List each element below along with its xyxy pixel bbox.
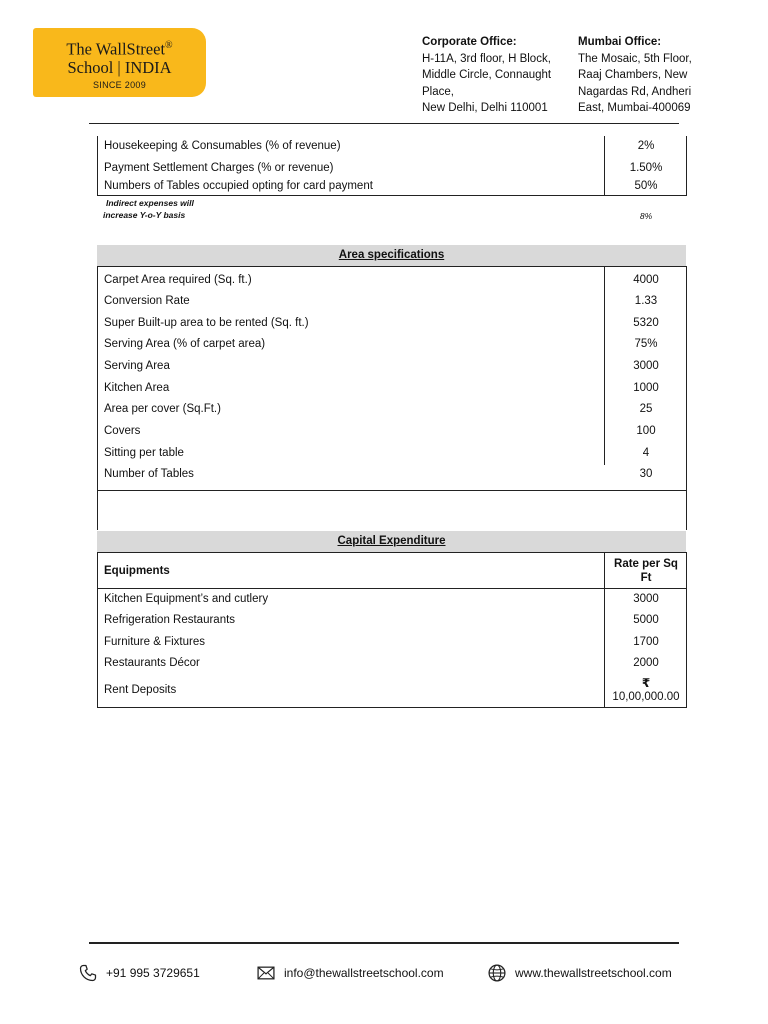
row-label: Restaurants Décor: [104, 657, 200, 669]
row-value: 75%: [634, 338, 658, 350]
row-value: 10,00,000.00: [612, 691, 680, 703]
rupee-symbol: ₹: [641, 676, 651, 690]
row-value: 1000: [633, 382, 659, 394]
row-value: 5000: [633, 614, 659, 626]
area-section-heading: Area specifications: [97, 245, 686, 266]
row-label: Covers: [104, 425, 141, 437]
note-value: 8%: [639, 211, 653, 221]
row-value: 4000: [633, 274, 659, 286]
row-label: Kitchen Area: [104, 382, 170, 394]
row-value: 1.33: [634, 295, 658, 307]
table-border: [97, 266, 687, 267]
row-label: Housekeeping & Consumables (% of revenue): [104, 140, 341, 152]
logo-tagline: SINCE 2009: [92, 80, 147, 90]
row-label: Numbers of Tables occupied opting for card payment: [104, 180, 373, 192]
corporate-address-line: New Delhi, Delhi 110001: [422, 102, 548, 114]
row-label: Carpet Area required (Sq. ft.): [104, 274, 252, 286]
header-divider: [89, 123, 679, 124]
table-border: [97, 552, 687, 553]
envelope-icon: [256, 963, 276, 983]
row-value: 3000: [633, 593, 659, 605]
footer-email-link[interactable]: info@thewallstreetschool.com: [284, 966, 444, 980]
row-label: Area per cover (Sq.Ft.): [104, 403, 221, 415]
logo: [33, 28, 206, 97]
row-label: Payment Settlement Charges (% or revenue): [104, 162, 334, 174]
mumbai-address-line: East, Mumbai-400069: [578, 102, 691, 114]
row-label: Furniture & Fixtures: [104, 636, 205, 648]
row-value: 2%: [637, 140, 655, 152]
phone-icon: [78, 963, 98, 983]
column-header: Equipments: [104, 565, 170, 577]
note-line: increase Y-o-Y basis: [103, 210, 186, 220]
row-value: 2000: [633, 657, 659, 669]
globe-icon: [487, 963, 507, 983]
footer-website-link[interactable]: www.thewallstreetschool.com: [515, 966, 672, 980]
corporate-address-line: H-11A, 3rd floor, H Block,: [422, 52, 551, 65]
table-border: [97, 195, 687, 196]
corporate-address-line: Middle Circle, Connaught: [422, 69, 552, 81]
row-label: Sitting per table: [104, 447, 184, 459]
rent-deposit-value: [605, 676, 687, 704]
column-header: Rate per Sq Ft: [614, 558, 678, 584]
row-value: 100: [636, 425, 656, 437]
table-border: [97, 136, 98, 195]
mumbai-office-address: [578, 34, 692, 117]
row-value: 50%: [634, 180, 658, 192]
table-border: [97, 490, 687, 491]
footer-phone-text: +91 995 3729651: [106, 966, 200, 980]
row-value: 25: [639, 403, 653, 415]
capex-section-heading: Capital Expenditure: [97, 531, 686, 552]
footer-website[interactable]: [487, 963, 672, 983]
row-value: 5320: [633, 317, 659, 329]
row-value: 3000: [633, 360, 659, 372]
row-label: Kitchen Equipment’s and cutlery: [104, 593, 269, 605]
footer-email[interactable]: [256, 963, 444, 983]
row-label: Refrigeration Restaurants: [104, 614, 236, 626]
corporate-office-address: [422, 34, 551, 117]
logo-line-2: School | INDIA: [67, 58, 172, 77]
note-text: [103, 197, 194, 221]
mumbai-address-line: Nagardas Rd, Andheri: [578, 85, 692, 98]
row-label: Conversion Rate: [104, 295, 190, 307]
row-label: Rent Deposits: [104, 684, 177, 696]
row-value: 1.50%: [629, 162, 663, 174]
footer-phone: [78, 963, 200, 983]
note-line: Indirect expenses will: [106, 198, 194, 208]
row-label: Super Built-up area to be rented (Sq. ft.): [104, 317, 309, 329]
row-label: Number of Tables: [104, 468, 194, 480]
mumbai-address-line: Raaj Chambers, New: [578, 69, 688, 81]
table-border: [97, 707, 687, 708]
row-label: Serving Area: [104, 360, 170, 372]
table-border: [97, 552, 98, 708]
row-value: 4: [642, 447, 650, 459]
row-value: 30: [639, 468, 653, 480]
row-label: Serving Area (% of carpet area): [104, 338, 266, 350]
footer-divider: [89, 942, 679, 944]
corporate-office-heading: Corporate Office:: [422, 36, 517, 48]
row-value: 1700: [633, 636, 659, 648]
logo-line-1: The WallStreet®: [66, 39, 173, 59]
corporate-address-line: Place,: [422, 85, 454, 98]
mumbai-address-line: The Mosaic, 5th Floor,: [578, 52, 692, 65]
table-border: [97, 588, 687, 589]
mumbai-office-heading: Mumbai Office:: [578, 36, 662, 48]
